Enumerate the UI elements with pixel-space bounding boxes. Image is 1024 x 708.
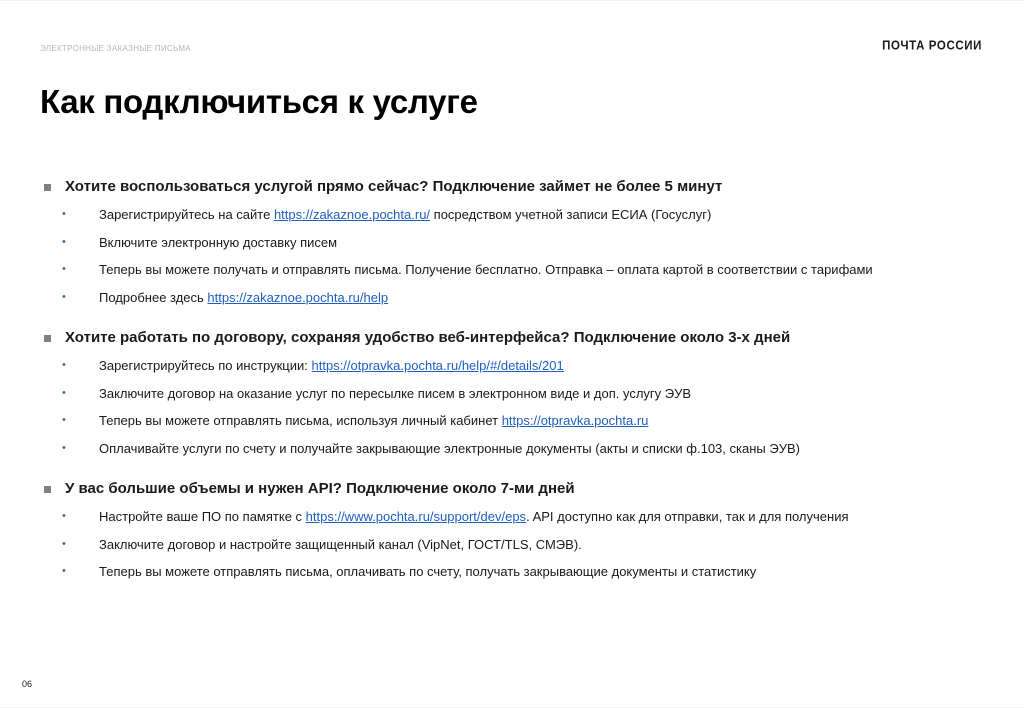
- item-text: Теперь вы можете отправлять письма, используя личный кабинет: [99, 413, 502, 428]
- item-text: Подробнее здесь: [99, 289, 208, 305]
- item-text: Зарегистрируйтесь на сайте: [99, 207, 274, 222]
- item-list: [40, 503, 990, 586]
- section-heading: [40, 177, 990, 197]
- list-item: [40, 407, 990, 435]
- link-otpravka-instructions[interactable]: https://otpravka.pochta.ru/help/#/details/201: [311, 358, 564, 373]
- list-item: [40, 284, 990, 312]
- section-heading-text: Хотите работать по договору, сохраняя удобство веб-интерфейса? Подключение около 3-х дней: [65, 329, 791, 346]
- item-list: [40, 352, 990, 462]
- square-bullet-icon: [44, 335, 51, 342]
- list-item: [40, 229, 990, 257]
- bullet-icon: •: [62, 359, 66, 371]
- list-item: [40, 380, 990, 408]
- item-text: Зарегистрируйтесь по инструкции:: [99, 358, 312, 373]
- header-label: ЭЛЕКТРОННЫЕ ЗАКАЗНЫЕ ПИСЬМА: [40, 44, 191, 53]
- pochta-rossii-logo: ПОЧТА РОССИИ: [882, 39, 982, 53]
- section-api: [40, 479, 990, 586]
- list-item: [40, 201, 990, 229]
- item-text: Заключите договор на оказание услуг по пересылке писем в электронном виде и доп. услугу ЭУВ: [99, 385, 692, 401]
- link-zakaznoe-help[interactable]: https://zakaznoe.pochta.ru/help: [207, 289, 389, 305]
- list-item: [40, 531, 990, 559]
- section-heading-text: У вас большие объемы и нужен API? Подключение около 7-ми дней: [65, 480, 575, 497]
- section-contract: [40, 328, 990, 462]
- bullet-icon: •: [62, 565, 66, 577]
- list-item: [40, 503, 990, 531]
- section-heading: [40, 328, 990, 348]
- list-item: [40, 558, 990, 586]
- list-item: [40, 435, 990, 463]
- bullet-icon: •: [62, 414, 66, 426]
- bullet-icon: •: [62, 510, 66, 522]
- content: [40, 177, 990, 603]
- square-bullet-icon: [44, 184, 51, 191]
- bullet-icon: •: [62, 208, 66, 220]
- page-number: 06: [22, 679, 33, 689]
- item-text: Оплачивайте услуги по счету и получайте закрывающие электронные документы (акты и списки ф.103, сканы ЭУВ): [99, 440, 800, 456]
- link-zakaznoe[interactable]: https://zakaznoe.pochta.ru/: [273, 207, 431, 222]
- square-bullet-icon: [44, 486, 51, 493]
- link-pochta-dev[interactable]: https://www.pochta.ru/support/dev/eps: [305, 509, 527, 524]
- bullet-icon: •: [62, 537, 66, 550]
- section-heading: [40, 479, 990, 499]
- item-text: Включите электронную доставку писем: [99, 234, 338, 250]
- bullet-icon: •: [62, 235, 66, 248]
- item-text: Настройте ваше ПО по памятке с: [99, 509, 306, 524]
- section-heading-text: Хотите воспользоваться услугой прямо сейчас? Подключение займет не более 5 минут: [65, 178, 723, 195]
- bullet-icon: •: [62, 386, 66, 399]
- item-text: Теперь вы можете получать и отправлять письма. Получение бесплатно. Отправка – оплата картой в соответствии с тарифами: [99, 262, 873, 277]
- bullet-icon: •: [62, 290, 66, 303]
- list-item: [40, 352, 990, 380]
- bullet-icon: •: [62, 263, 66, 275]
- bullet-icon: •: [62, 441, 66, 454]
- page-title: Как подключиться к услуге: [40, 83, 478, 120]
- item-text: Теперь вы можете отправлять письма, оплачивать по счету, получать закрывающие документы и статистику: [99, 564, 757, 579]
- item-text: Заключите договор и настройте защищенный канал (VipNet, ГОСТ/TLS, СМЭВ).: [99, 536, 582, 552]
- item-text-after: . API доступно как для отправки, так и для получения: [526, 509, 849, 524]
- list-item: [40, 256, 990, 284]
- item-text-after: посредством учетной записи ЕСИА (Госуслуг): [430, 207, 712, 222]
- link-otpravka-cabinet[interactable]: https://otpravka.pochta.ru: [501, 413, 649, 428]
- item-list: [40, 201, 990, 311]
- section-immediate: [40, 177, 990, 311]
